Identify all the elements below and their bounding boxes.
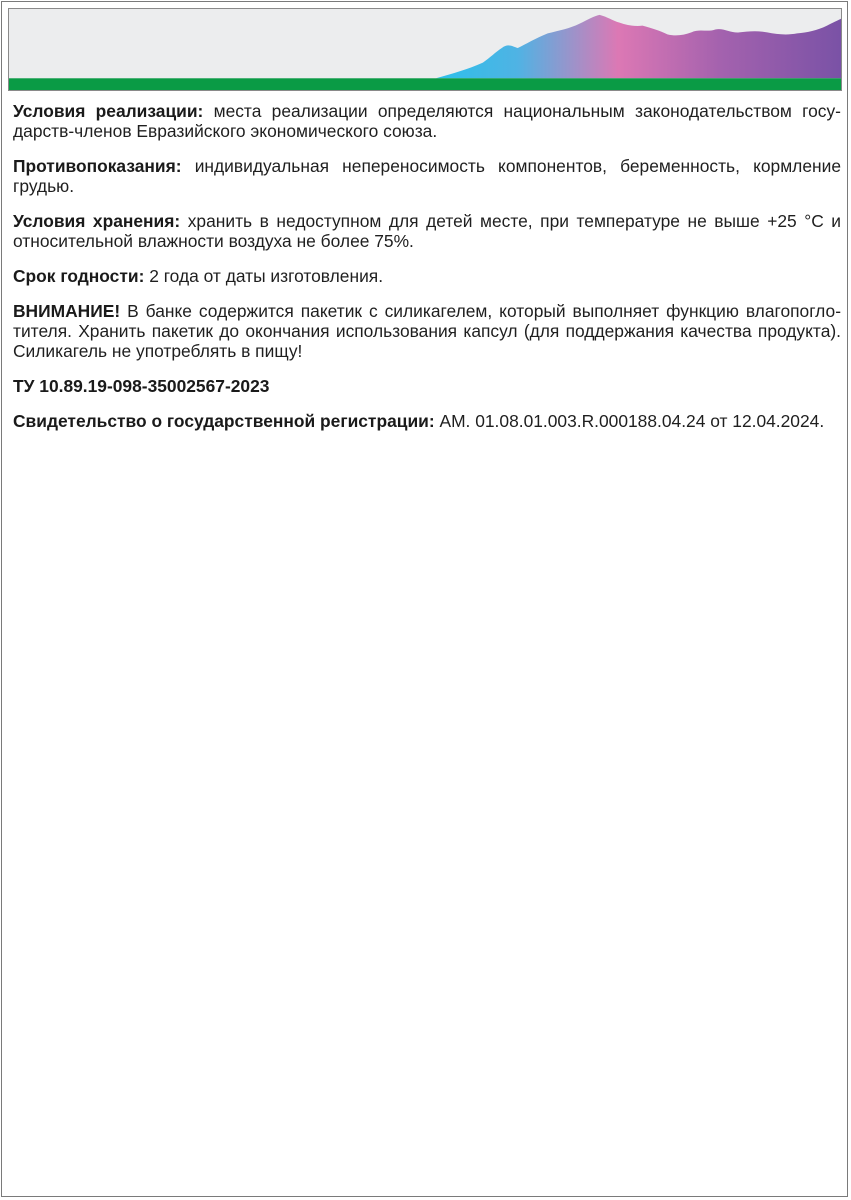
storage-line-1: хранить в недоступном для детей месте, при температуре не выше +25 °C и — [187, 211, 841, 231]
registration-paragraph — [13, 411, 841, 431]
contraindications-paragraph — [13, 156, 841, 196]
green-stripe — [9, 78, 841, 90]
document-body — [13, 101, 841, 446]
storage-paragraph — [13, 211, 841, 251]
spec-paragraph — [13, 376, 841, 396]
shelf-life-label: Срок годности: — [13, 266, 145, 286]
warning-line-3: Силикагель не употреблять в пищу! — [13, 341, 303, 361]
warning-label: ВНИМАНИЕ! — [13, 301, 121, 321]
sale-conditions-paragraph — [13, 101, 841, 141]
contraindications-line-1: индивидуальная непереносимость компонентов, беременность, кормление — [194, 156, 841, 176]
warning-paragraph — [13, 301, 841, 361]
registration-text: AM. 01.08.01.003.R.000188.04.24 от 12.04.2024. — [439, 411, 825, 431]
storage-label: Условия хранения: — [13, 211, 181, 231]
header-banner — [8, 8, 842, 91]
spec-label: ТУ 10.89.19-098-35002567-2023 — [13, 376, 270, 396]
storage-line-2: относительной влажности воздуха не более 75%. — [13, 231, 414, 251]
shelf-life-text: 2 года от даты изготовления. — [149, 266, 384, 286]
sale-conditions-line-1: места реализации определяются национальным законодательством госу- — [213, 101, 841, 121]
warning-line-2: тителя. Хранить пакетик до окончания использования капсул (для поддержания качества продукта). — [13, 321, 841, 341]
sale-conditions-line-2: дарств-членов Евразийского экономического союза. — [13, 121, 438, 141]
sale-conditions-label: Условия реализации: — [13, 101, 204, 121]
warning-line-1: В банке содержится пакетик с силикагелем, который выполняет функцию влагопогло- — [127, 301, 841, 321]
contraindications-line-2: грудью. — [13, 176, 75, 196]
contraindications-label: Противопоказания: — [13, 156, 182, 176]
registration-label: Свидетельство о государственной регистрации: — [13, 411, 435, 431]
mountain-illustration — [9, 9, 841, 90]
shelf-life-paragraph — [13, 266, 841, 286]
mountain-range — [436, 15, 841, 78]
